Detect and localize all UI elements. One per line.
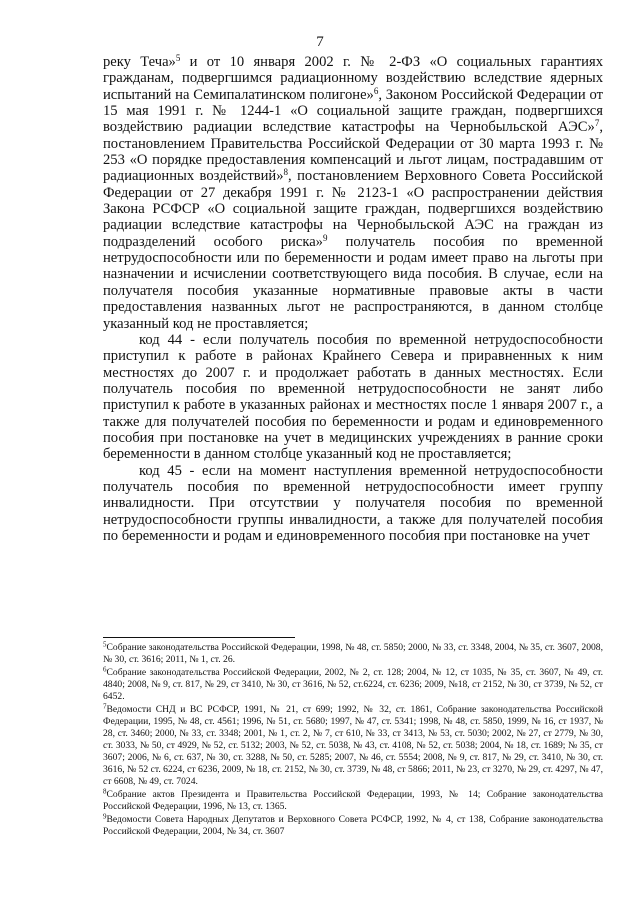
- footnote-text: Собрание актов Президента и Правительства Российской Федерации, 1993, № 14; Собрание законодательства Российской Федерации, 1996, № 13, ст. 1365.: [103, 788, 603, 812]
- footnote-ref: 7: [594, 118, 600, 129]
- footnote: [103, 642, 603, 666]
- paragraph-text: код 44 - если получатель пособия по временной нетрудоспособности приступил к работе в районах Крайнего Севера и приравненных к ним местностях до 2007 г. и продолжает работать в данных местностях. Если получатель пособия по временной нетрудоспособности не занят либо приступил к работе в указанных районах и местностях после 1 января 2007 г., а также для получателей пособия по беременности и родам и единовременного пособия при постановке на учет в медицинских учреждениях в ранние сроки беременности в данном столбце указанный код не проставляется;: [103, 331, 603, 463]
- footnote: [103, 667, 603, 703]
- paragraph-text: , Законом Российской Федерации от 15 мая 1991 г. № 1244-1 «О социальной защите граждан, подвергшихся воздействию радиации вследствие катастрофы на Чернобыльской АЭС»: [103, 86, 603, 136]
- footnote: [103, 814, 603, 838]
- body-text: [103, 54, 603, 544]
- paragraph: [103, 332, 603, 463]
- paragraph: [103, 463, 603, 545]
- footnote: [103, 704, 603, 787]
- paragraph-text: и от 10 января 2002 г. № 2-ФЗ «О социальных гарантиях гражданам, подвергшимся радиационному воздействию вследствие ядерных испытаний на Семипалатинском полигоне»: [103, 54, 603, 103]
- footnote-text: Ведомости Совета Народных Депутатов и Верховного Совета РСФСР, 1992, № 4, ст 138, Собрание законодательства Российской Федерации, 2004, № 34, ст. 3607: [103, 813, 603, 837]
- footnote-number: 5: [103, 640, 107, 649]
- paragraph-text: получатель пособия по временной нетрудоспособности или по беременности и родам имеет право на льготы при назначении и исчислении соответствующего вида пособия. В случае, если на получателя пособия указанные нормативные правовые акты в части предоставления названных льгот не распространяются, в данном столбце указанный код не проставляется;: [103, 233, 603, 332]
- footnote-text: Собрание законодательства Российской Федерации, 2002, № 2, ст. 128; 2004, № 12, ст 1035, № 35, ст. 3607, № 49, ст. 4840; 2008, № 9, ст. 817, № 29, ст 3410, № 30, ст 3616, № 52, ст.6224, ст. 6236; 2009, №18, ст 2152, № 30, ст 3739, № 52, ст 6452.: [103, 667, 603, 702]
- footnotes: [103, 642, 603, 839]
- footnote-ref: 8: [283, 167, 289, 178]
- footnote-text: Собрание законодательства Российской Федерации, 1998, № 48, ст. 5850; 2000, № 33, ст. 3348, 2004, № 35, ст. 3607, 2008, № 30, ст. 3616; 2011, № 1, ст. 26.: [103, 642, 603, 665]
- paragraph-text: код 45 - если на момент наступления временной нетрудоспособности получатель пособия по временной нетрудоспособности имеет группу инвалидности. При отсутствии у получателя пособия по временной нетрудоспособности группы инвалидности, а также для получателей пособия по беременности и родам и единовременного пособия при постановке на учет: [103, 462, 603, 544]
- footnote-separator: [103, 637, 295, 638]
- footnote-ref: 5: [175, 53, 181, 63]
- page-number: 7: [316, 34, 324, 50]
- footnote-number: 7: [103, 702, 107, 711]
- paragraph: [103, 54, 603, 332]
- footnote-text: Ведомости СНД и ВС РСФСР, 1991, № 21, ст 699; 1992, № 32, ст. 1861, Собрание законодательства Российской Федерации, 1995, № 48, ст. 4561; 1996, № 51, ст. 5680; 1997, № 47, ст. 5341; 1998, № 48, ст. 5850, 1999, № 16, ст 1937, № 28, ст. 3460; 2000, № 33, ст. 3348; 2001, № 1, ст. 2, № 7, ст 610, № 33, ст 3413, № 53, ст. 5030; 2002, № 27, ст 2779, № 30, ст. 3033, № 50, ст 4929, № 52, ст. 5132; 2003, № 52, ст. 5038, № 43, ст. 4108, № 52, ст. 5038; 2004, № 18, ст. 1689; № 35, ст 3607; 2006, № 6, ст. 637, № 30, ст. 3288, № 50, ст. 5285; 2007, № 46, ст. 5554; 2008, № 9, ст. 817, № 29, ст. 3410, № 30, ст. 3616, № 52 ст. 6224, ст 6236, 2009, № 18, ст. 2152, № 30, ст. 3739, № 48, ст 5866; 2011, № 23, ст 3270, № 29, ст. 4297, № 47, ст 6608, № 49, ст. 7024.: [103, 704, 603, 787]
- paragraph-text: реку Теча»: [103, 54, 176, 70]
- paragraph-text: , постановлением Правительства Российской Федерации от 30 марта 1993 г. № 253 «О порядке предоставления компенсаций и льгот лицам, пострадавшим от радиационных воздействий»: [103, 119, 603, 185]
- footnote-ref: 9: [322, 232, 328, 243]
- footnote-ref: 6: [373, 85, 379, 96]
- footnote: [103, 789, 603, 813]
- paragraph-text: , постановлением Верховного Совета Российской Федерации от 27 декабря 1991 г. № 2123-1 «О распространении действия Закона РСФСР «О социальной защите граждан, подвергшихся воздействию радиации вследствие катастрофы на Чернобыльской АЭС на граждан из подразделений особого риска»: [103, 168, 603, 250]
- footnote-number: 9: [103, 812, 107, 821]
- footnote-number: 6: [103, 665, 107, 674]
- footnote-number: 8: [103, 787, 107, 796]
